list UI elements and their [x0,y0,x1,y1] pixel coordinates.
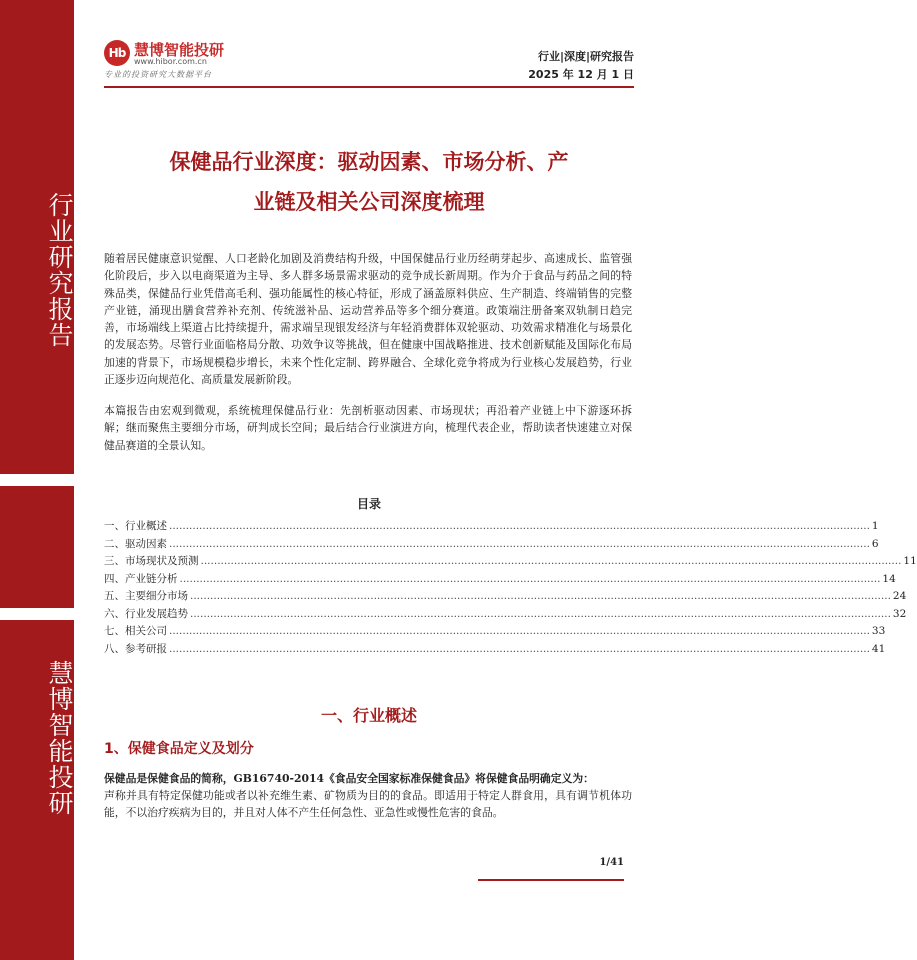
toc-leader: .................................................................................................................................................................................................................. [179,572,881,585]
sidebar-band [0,0,74,960]
toc-item[interactable] [104,571,896,589]
toc-item-label: 八、参考研报 [104,642,167,655]
definition-lead: 保健品是保健食品的简称，GB16740-2014《食品安全国家标准保健食品》将保健食品明确定义为： [104,772,594,785]
sidebar-label-brand: 慧博智能投研 [45,660,74,816]
title-line-2: 业链及相关公司深度梳理 [253,190,485,214]
toc-item-label: 一、行业概述 [104,520,167,532]
report-type: 行业|深度|研究报告 [537,50,634,63]
toc-item-page: 1 [871,520,879,532]
logo-mark-icon: Hb [104,40,130,66]
page-number: 1/41 [599,857,624,868]
title-line-1: 保健品行业深度：驱动因素、市场分析、产 [169,150,569,174]
toc-leader: .................................................................................................................................................................................................................. [169,642,870,655]
logo-slogan: 专业的投资研究大数据平台 [104,70,212,79]
toc-leader: .................................................................................................................................................................................................................. [169,625,870,637]
toc-leader: .................................................................................................................................................................................................................. [200,555,902,567]
toc-leader: .................................................................................................................................................................................................................. [169,537,870,550]
report-date: 2025 年 12 月 1 日 [528,68,634,81]
toc-item[interactable] [104,641,886,659]
logo-name: 慧博智能投研 [134,41,225,59]
toc-leader: .................................................................................................................................................................................................................. [190,590,891,602]
toc-item-label: 三、市场现状及预测 [104,555,199,567]
toc-item-label: 五、主要细分市场 [104,590,188,602]
toc-item-page: 24 [892,590,907,602]
header-divider [104,86,634,88]
toc-item[interactable] [104,606,907,624]
toc-heading: 目录 [356,497,381,511]
report-title [104,142,634,222]
sidebar-separator [0,474,74,486]
sidebar-label-report-type: 行业研究报告 [45,192,74,348]
toc-item[interactable] [104,536,879,554]
logo-url: www.hibor.com.cn [134,57,207,66]
toc-leader: .................................................................................................................................................................................................................. [190,607,891,620]
footer-divider [478,879,624,881]
toc-item[interactable] [104,518,879,536]
toc-item-page: 32 [892,607,907,620]
table-of-contents [104,518,917,658]
section-heading: 一、行业概述 [320,706,417,725]
report-meta [528,48,634,84]
toc-item-label: 二、驱动因素 [104,537,167,550]
toc-item-page: 41 [871,642,886,655]
toc-item[interactable] [104,588,907,606]
toc-item-page: 11 [903,555,917,567]
sidebar-separator [0,608,74,620]
toc-item-label: 六、行业发展趋势 [104,607,188,620]
toc-item[interactable] [104,623,886,641]
toc-item-page: 14 [882,572,896,585]
toc-item-label: 四、产业链分析 [104,572,178,585]
toc-leader: .................................................................................................................................................................................................................. [169,520,870,532]
intro-paragraph-2: 本篇报告由宏观到微观，系统梳理保健品行业：先剖析驱动因素、市场现状；再沿着产业链上中下游逐环拆解；继而聚焦主要细分市场，研判成长空间；最后结合行业演进方向，梳理代表企业，帮助读者快速建立对保健品赛道的全景认知。 [104,404,632,452]
subsection-heading: 1、保健食品定义及划分 [104,741,254,757]
toc-item[interactable] [104,553,917,571]
toc-item-page: 33 [871,625,886,637]
intro-paragraph-1: 随着居民健康意识觉醒、人口老龄化加剧及消费结构升级，中国保健品行业历经萌芽起步、高速成长、监管强化阶段后，步入以电商渠道为主导、多人群多场景需求驱动的竞争成长新周期。作为介于食品与药品之间的特殊品类，保健品行业凭借高毛利、强功能属性的核心特征，形成了涵盖原料供应、生产制造、终端销售的完整产业链，涌现出膳食营养补充剂、传统滋补品、运动营养品等多个细分赛道。政策端注册备案双轨制日趋完善，市场端线上渠道占比持续提升，需求端呈现银发经济与年轻消费群体双轮驱动、功效需求精准化与场景化的发展态势。尽管行业面临格局分散、功效争议等挑战，但在健康中国战略推进、技术创新赋能及国际化布局加速的背景下，市场规模稳步增长，未来个性化定制、跨界融合、全球化竞争将成为行业核心发展趋势，行业正逐步迈向规范化、高质量发展新阶段。 [104,252,632,387]
definition-text: 声称并具有特定保健功能或者以补充维生素、矿物质为目的的食品。即适用于特定人群食用，具有调节机体功能，不以治疗疾病为目的，并且对人体不产生任何急性、亚急性或慢性危害的食品。 [104,789,632,820]
toc-item-page: 6 [871,537,879,550]
toc-item-label: 七、相关公司 [104,625,167,637]
